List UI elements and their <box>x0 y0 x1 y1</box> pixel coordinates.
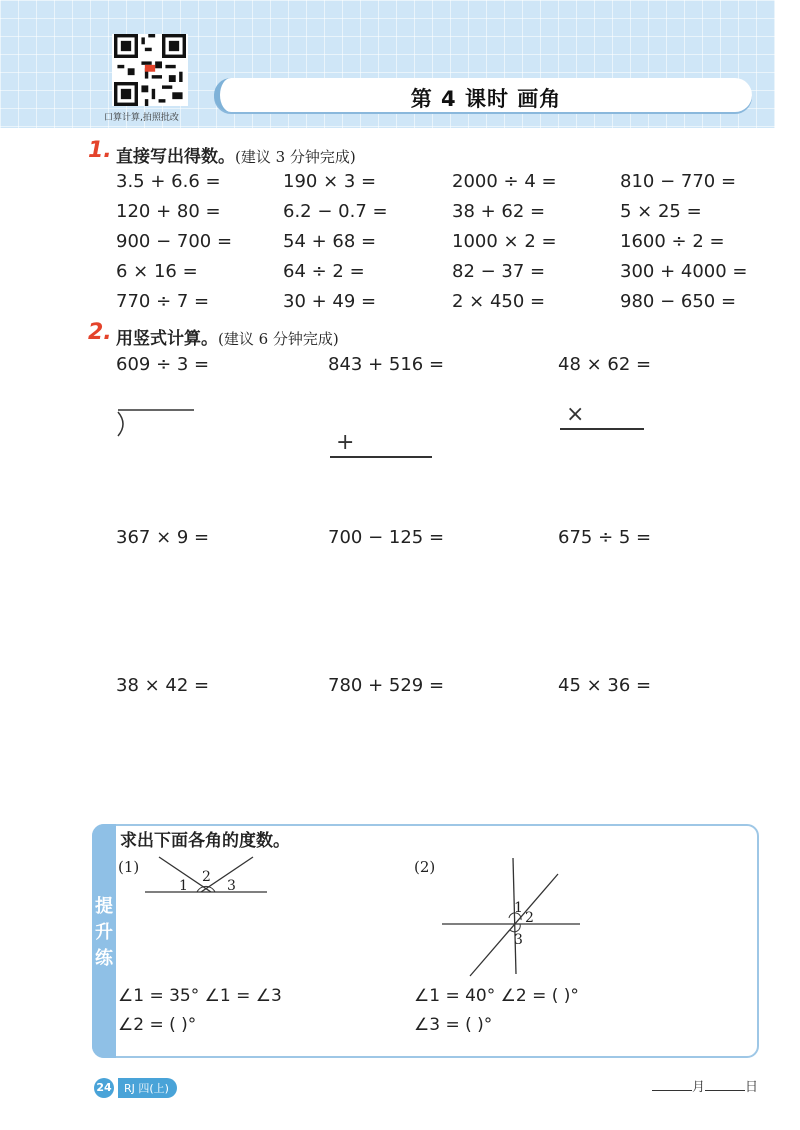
q1-expression: 38 + 62 = <box>452 201 546 222</box>
q1-expression: 30 + 49 = <box>283 291 377 312</box>
part-2-angle-label: 3 <box>514 932 523 948</box>
q1-expression: 6.2 − 0.7 = <box>283 201 388 222</box>
question-2-title <box>116 324 339 349</box>
part-2-ask: ∠3 = ( )° <box>414 1015 493 1035</box>
lesson-title-bar <box>214 78 752 112</box>
q2-expression: 38 × 42 = <box>116 675 210 696</box>
times-sign: × <box>566 402 585 427</box>
q1-expression: 64 ÷ 2 = <box>283 261 365 282</box>
month-label: 月 <box>692 1080 706 1095</box>
part-2-label: (2) <box>414 858 436 876</box>
part-1-angle-diagram <box>145 855 270 900</box>
q1-expression: 190 × 3 = <box>283 171 377 192</box>
part-2-angle-label: 2 <box>525 910 534 926</box>
q2-expression: 45 × 36 = <box>558 675 652 696</box>
qr-code-icon[interactable] <box>112 34 188 106</box>
part-2-angle-diagram <box>440 852 590 980</box>
footer-badge <box>94 1078 177 1098</box>
q1-expression: 6 × 16 = <box>116 261 198 282</box>
page-number: 24 <box>94 1078 114 1098</box>
day-label: 日 <box>745 1080 759 1095</box>
part-1-label: (1) <box>118 858 140 876</box>
edition-label: RJ 四(上) <box>118 1078 177 1098</box>
question-1-tip: (建议 3 分钟完成) <box>235 148 356 166</box>
q1-expression: 1000 × 2 = <box>452 231 557 252</box>
q1-expression: 810 − 770 = <box>620 171 737 192</box>
q1-expression: 770 ÷ 7 = <box>116 291 210 312</box>
date-field <box>652 1076 758 1095</box>
question-1-title <box>116 142 356 167</box>
part-2-angle-label: 1 <box>514 900 523 916</box>
practice-title: 求出下面各角的度数。 <box>120 831 290 851</box>
part-1-angle-label: 2 <box>202 869 211 885</box>
q1-expression: 120 + 80 = <box>116 201 221 222</box>
q2-expression: 780 + 529 = <box>328 675 445 696</box>
question-1-number: 1. <box>88 138 112 163</box>
qr-caption: 口算计算,拍照批改 <box>104 113 179 123</box>
q1-expression: 980 − 650 = <box>620 291 737 312</box>
q1-expression: 300 + 4000 = <box>620 261 748 282</box>
q2-expression: 609 ÷ 3 = <box>116 354 210 375</box>
lesson-title: 第 4 课时 画角 <box>410 87 562 111</box>
q2-expression: 367 × 9 = <box>116 527 210 548</box>
question-2-tip: (建议 6 分钟完成) <box>218 330 339 348</box>
question-1-title-text: 直接写出得数。 <box>116 147 235 167</box>
q1-expression: 900 − 700 = <box>116 231 233 252</box>
month-blank[interactable] <box>652 1090 692 1091</box>
q2-expression: 843 + 516 = <box>328 354 445 375</box>
part-1-given: ∠1 = 35° ∠1 = ∠3 <box>118 986 282 1006</box>
q1-expression: 5 × 25 = <box>620 201 702 222</box>
question-2-title-text: 用竖式计算。 <box>116 329 218 349</box>
practice-side-label: 提升练 <box>95 896 113 969</box>
long-division-bracket <box>110 400 200 444</box>
q1-expression: 2 × 450 = <box>452 291 546 312</box>
q2-expression: 48 × 62 = <box>558 354 652 375</box>
practice-side-tab <box>92 824 116 1058</box>
part-1-ask: ∠2 = ( )° <box>118 1015 197 1035</box>
question-2-number: 2. <box>88 320 112 345</box>
part-1-angle-label: 3 <box>227 878 236 894</box>
multiplication-rule-line <box>560 428 644 430</box>
q1-expression: 1600 ÷ 2 = <box>620 231 725 252</box>
addition-rule-line <box>330 456 432 458</box>
part-2-given: ∠1 = 40° ∠2 = ( )° <box>414 986 579 1006</box>
part-1-angle-label: 1 <box>179 878 188 894</box>
day-blank[interactable] <box>705 1090 745 1091</box>
q1-expression: 3.5 + 6.6 = <box>116 171 221 192</box>
q1-expression: 54 + 68 = <box>283 231 377 252</box>
q1-expression: 82 − 37 = <box>452 261 546 282</box>
q2-expression: 700 − 125 = <box>328 527 445 548</box>
plus-sign: + <box>336 430 355 455</box>
q1-expression: 2000 ÷ 4 = <box>452 171 557 192</box>
q2-expression: 675 ÷ 5 = <box>558 527 652 548</box>
